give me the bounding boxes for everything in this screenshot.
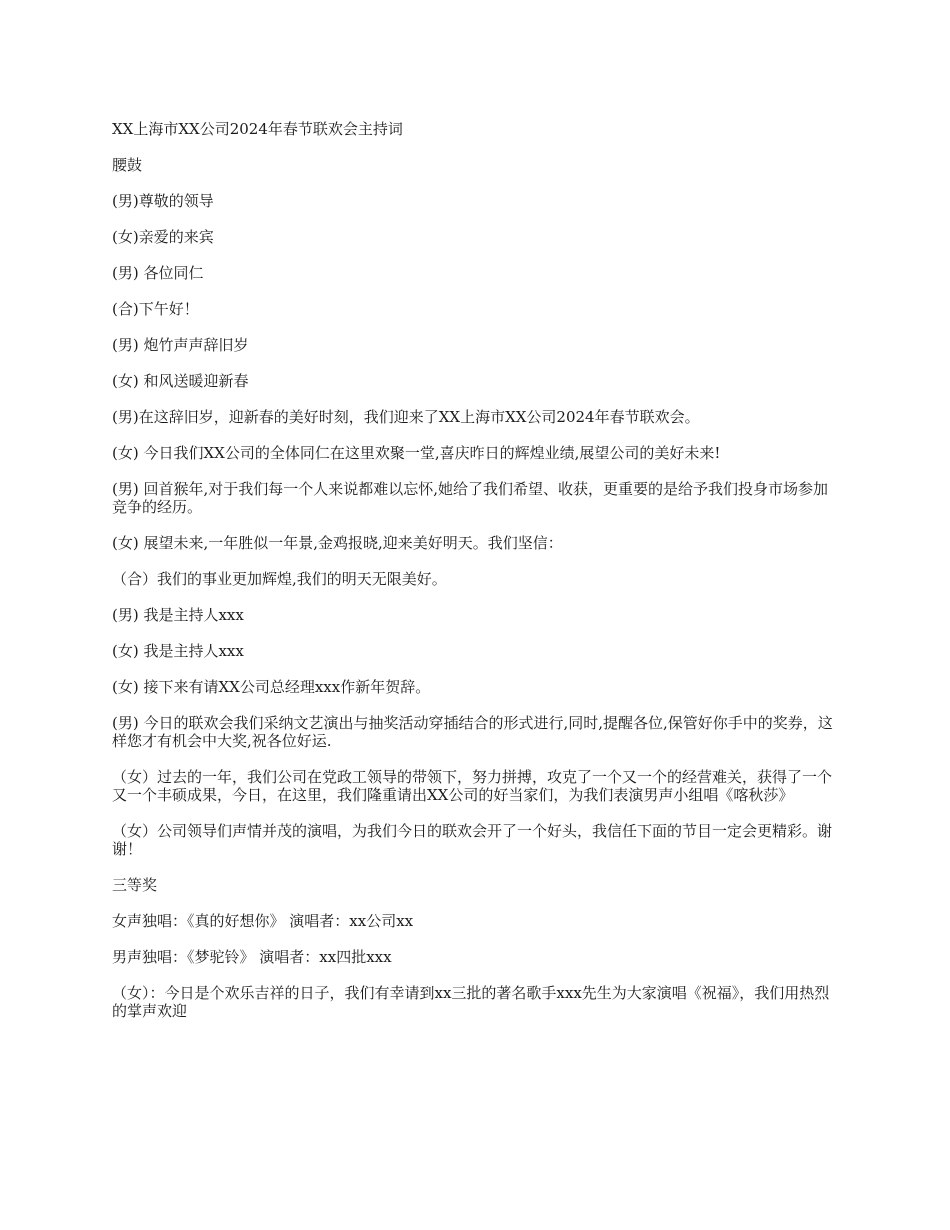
paragraph: (女) 今日我们XX公司的全体同仁在这里欢聚一堂,喜庆昨日的辉煌业绩,展望公司的美好未来! bbox=[112, 444, 721, 462]
paragraph: 男声独唱：《梦驼铃》 演唱者：xx四批xxx bbox=[112, 948, 392, 966]
paragraph: (女)亲爱的来宾 bbox=[112, 228, 214, 246]
paragraph: (女) 我是主持人xxx bbox=[112, 642, 244, 660]
paragraph: 女声独唱：《真的好想你》 演唱者：xx公司xx bbox=[112, 912, 414, 930]
paragraph: 腰鼓 bbox=[112, 156, 143, 174]
paragraph: (男) 回首猴年,对于我们每一个人来说都难以忘怀,她给了我们希望、收获，更重要的是给予我们投身市场参加竞争的经历。 bbox=[112, 480, 829, 516]
paragraph: (男) 炮竹声声辞旧岁 bbox=[112, 336, 249, 354]
paragraph: (男) 各位同仁 bbox=[112, 264, 204, 282]
paragraph: （女）：今日是个欢乐吉祥的日子，我们有幸请到xx三批的著名歌手xxx先生为大家演唱《祝福》，我们用热烈的掌声欢迎 bbox=[112, 984, 830, 1020]
paragraph: (女) 接下来有请XX公司总经理xxx作新年贺辞。 bbox=[112, 678, 431, 696]
document-page bbox=[112, 120, 842, 1038]
paragraph: (男) 我是主持人xxx bbox=[112, 606, 244, 624]
document-title: XX上海市XX公司2024年春节联欢会主持词 bbox=[112, 120, 403, 138]
paragraph: (男)在这辞旧岁，迎新春的美好时刻，我们迎来了XX上海市XX公司2024年春节联欢会。 bbox=[112, 408, 700, 426]
paragraph: (女) 展望未来,一年胜似一年景,金鸡报晓,迎来美好明天。我们坚信： bbox=[112, 534, 563, 552]
paragraph: (男) 今日的联欢会我们采纳文艺演出与抽奖活动穿插结合的形式进行,同时,提醒各位,保管好你手中的奖券，这样您才有机会中大奖,祝各位好运. bbox=[112, 714, 833, 750]
paragraph: (男)尊敬的领导 bbox=[112, 192, 214, 210]
paragraph: （女）公司领导们声情并茂的演唱，为我们今日的联欢会开了一个好头，我信任下面的节目一定会更精彩。谢谢！ bbox=[112, 822, 833, 858]
paragraph: （合）我们的事业更加辉煌,我们的明天无限美好。 bbox=[112, 570, 447, 588]
paragraph: 三等奖 bbox=[112, 876, 158, 894]
paragraph: (合)下午好！ bbox=[112, 300, 199, 318]
paragraph: （女）过去的一年，我们公司在党政工领导的带领下，努力拼搏，攻克了一个又一个的经营难关，获得了一个又一个丰硕成果，今日，在这里，我们隆重请出XX公司的好当家们，为我们表演男声小组唱《喀秋莎》 bbox=[112, 768, 833, 804]
paragraph: (女) 和风送暖迎新春 bbox=[112, 372, 249, 390]
